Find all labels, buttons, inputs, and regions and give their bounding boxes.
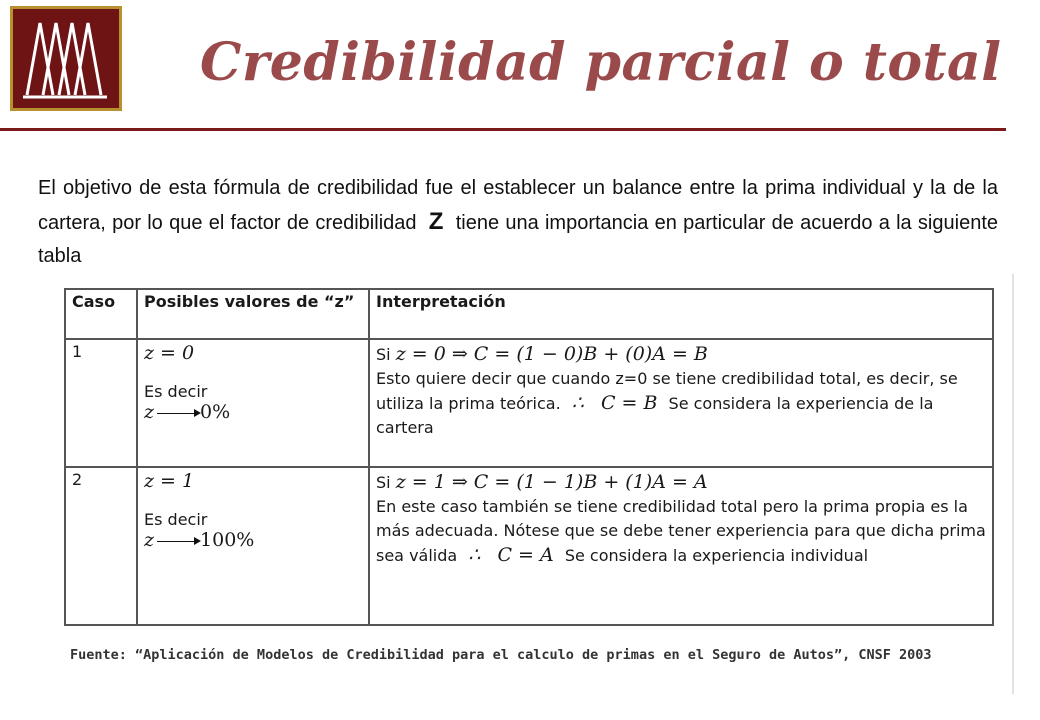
source-citation: Fuente: “Aplicación de Modelos de Credibilidad para el calculo de primas en el Seguro de Autos”, CNSF 2003 bbox=[70, 647, 932, 663]
c-equation: C = B bbox=[600, 392, 658, 414]
interpretation-conclusion: Se considera la experiencia individual bbox=[564, 546, 869, 565]
header-caso: Caso bbox=[65, 289, 137, 339]
right-arrow-icon bbox=[157, 541, 199, 542]
monogram-icon bbox=[13, 9, 119, 108]
si-label: Si bbox=[376, 345, 391, 364]
credibility-table bbox=[64, 288, 994, 626]
interpretation-text: En este caso también se tiene credibilidad total pero la prima propia es la más adecuada. Nótese que se debe tener experiencia para que dicha prima sea válida bbox=[376, 497, 986, 565]
es-decir-label: Es decir bbox=[144, 510, 208, 529]
page-title: Credibilidad parcial o total bbox=[200, 32, 1002, 93]
title-divider bbox=[0, 128, 1006, 131]
interpretation-cell bbox=[369, 339, 993, 467]
arrow-lhs: z bbox=[144, 401, 155, 423]
therefore-symbol: ∴ bbox=[468, 544, 481, 566]
z-arrow-expression bbox=[144, 401, 362, 423]
z-values-cell bbox=[137, 467, 369, 625]
therefore-symbol: ∴ bbox=[571, 392, 584, 414]
arrow-rhs: 0% bbox=[200, 401, 231, 423]
intro-z-letter: Z bbox=[428, 208, 444, 235]
intro-paragraph bbox=[38, 172, 998, 273]
table-row bbox=[65, 467, 993, 625]
si-label: Si bbox=[376, 473, 391, 492]
table-row bbox=[65, 339, 993, 467]
caso-cell: 1 bbox=[65, 339, 137, 467]
z-value: z = 0 bbox=[144, 342, 195, 364]
es-decir-label: Es decir bbox=[144, 382, 208, 401]
logo bbox=[10, 6, 122, 111]
figure-edge bbox=[1012, 274, 1014, 694]
z-arrow-expression bbox=[144, 529, 362, 551]
header-valores-z: Posibles valores de “z” bbox=[137, 289, 369, 339]
interpretation-conclusion: Se considera la experiencia de la cartera bbox=[376, 394, 934, 437]
intro-text-before: El objetivo de esta fórmula de credibilidad fue el establecer un balance entre la prima individual y la de la cartera, por lo que el factor de credibilidad bbox=[38, 177, 998, 234]
intro-text-after: tiene una importancia en particular de acuerdo a la siguiente tabla bbox=[38, 212, 998, 267]
caso-cell: 2 bbox=[65, 467, 137, 625]
z-value: z = 1 bbox=[144, 470, 195, 492]
interpretation-text: Esto quiere decir que cuando z=0 se tiene credibilidad total, es decir, se utiliza la prima teórica. bbox=[376, 369, 958, 413]
credibility-table-figure bbox=[60, 274, 1012, 694]
right-arrow-icon bbox=[157, 413, 199, 414]
arrow-lhs: z bbox=[144, 529, 155, 551]
table-header-row bbox=[65, 289, 993, 339]
formula: z = 1 ⇒ C = (1 − 1)B + (1)A = A bbox=[395, 471, 708, 493]
header-interpretacion: Interpretación bbox=[369, 289, 993, 339]
interpretation-cell bbox=[369, 467, 993, 625]
arrow-rhs: 100% bbox=[200, 529, 255, 551]
formula: z = 0 ⇒ C = (1 − 0)B + (0)A = B bbox=[395, 343, 708, 365]
c-equation: C = A bbox=[497, 544, 554, 566]
z-values-cell bbox=[137, 339, 369, 467]
